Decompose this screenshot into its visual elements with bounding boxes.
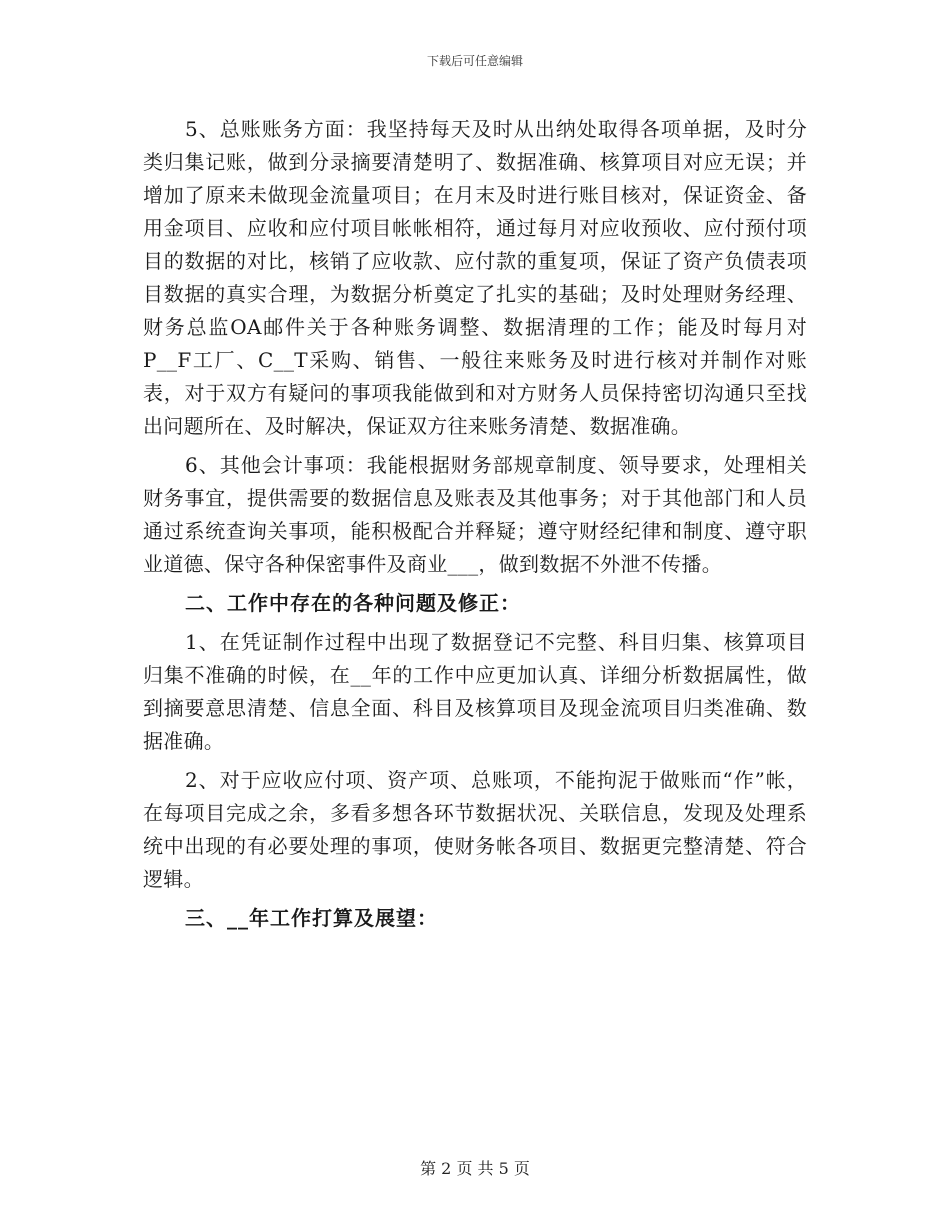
section-heading-problems: 二、工作中存在的各种问题及修正： bbox=[185, 591, 521, 615]
paragraph-general-ledger: 5、总账账务方面：我坚持每天及时从出纳处取得各项单据，及时分类归集记账，做到分录摘要清楚明了、数据准确、核算项目对应无误；并增加了原来未做现金流量项目；在月末及时进行账目核对，保证资金、备用金项目、应收和应付项目帐帐相符，通过每月对应收预收、应付预付项目的数据的对比，核销了应收款、应付款的重复项，保证了资产负债表项目数据的真实合理，为数据分析奠定了扎实的基础；及时处理财务经理、财务总监OA邮件关于各种账务调整、数据清理的工作；能及时每月对P__F工厂、C__T采购、销售、一般往来账务及时进行核对并制作对账表，对于双方有疑问的事项我能做到和对方财务人员保持密切沟通只至找出问题所在、及时解决，保证双方往来账务清楚、数据准确。 bbox=[143, 117, 807, 438]
paragraph-problem-2: 2、对于应收应付项、资产项、总账项，不能拘泥于做账而“作”帐，在每项目完成之余，多看多想各环节数据状况、关联信息，发现及处理系统中出现的有必要处理的事项，使财务帐各项目、数据更完整清楚、符合逻辑。 bbox=[143, 768, 807, 891]
page-header: 下载后可任意编辑 bbox=[426, 54, 523, 68]
paragraph-other-accounting: 6、其他会计事项：我能根据财务部规章制度、领导要求，处理相关财务事宜，提供需要的数据信息及账表及其他事务；对于其他部门和人员通过系统查询关事项，能积极配合并释疑；遵守财经纪律和制度、遵守职业道德、保守各种保密事件及商业___，做到数据不外泄不传播。 bbox=[143, 453, 807, 576]
page-number: 第 2 页 共 5 页 bbox=[420, 1159, 530, 1178]
section-heading-plans: 三、__年工作打算及展望： bbox=[185, 906, 438, 930]
document-body bbox=[143, 113, 807, 941]
paragraph-problem-1: 1、在凭证制作过程中出现了数据登记不完整、科目归集、核算项目归集不准确的时候，在__年的工作中应更加认真、详细分析数据属性，做到摘要意思清楚、信息全面、科目及核算项目及现金流项目归类准确、数据准确。 bbox=[143, 630, 807, 753]
